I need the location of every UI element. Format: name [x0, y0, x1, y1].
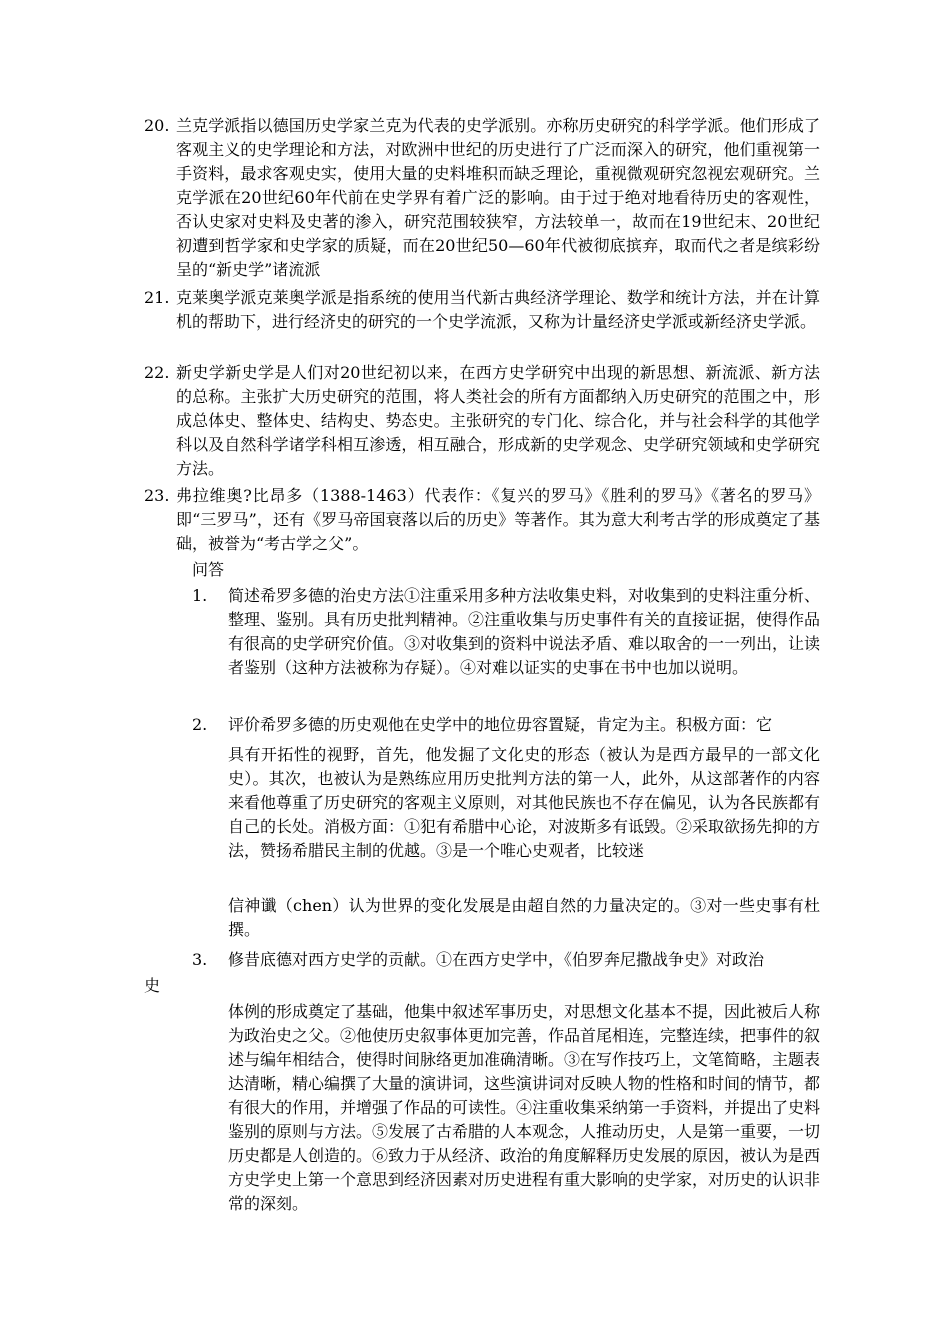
- qa-text-continued: 信神谶（chen）认为世界的变化发展是由超自然的力量决定的。③对一些史事有杜撰。: [228, 896, 820, 939]
- qa-number: 1.: [192, 586, 208, 605]
- qa-number: 3.: [192, 950, 208, 969]
- qa-item-2: [192, 713, 820, 737]
- item-number: 22.: [144, 363, 170, 382]
- qa-text: 修昔底德对西方史学的贡献。①在西方史学中，《伯罗奔尼撒战争史》对政治: [228, 950, 765, 969]
- item-text: 新史学新史学是人们对20世纪初以来，在西方史学研究中出现的新思想、新流派、新方法的总称。主张扩大历史研究的范围，将人类社会的所有方面都纳入历史研究的范围之中，形成总体史、整体史、结构史、势态史。主张研究的专门化、综合化，并与社会科学的其他学科以及自然科学诸学科相互渗透，相互融合，形成新的史学观念、史学研究领域和史学研究方法。: [176, 363, 820, 478]
- qa-text: 评价希罗多德的历史观他在史学中的地位毋容置疑，肯定为主。积极方面：它: [228, 715, 773, 734]
- item-text: 克莱奥学派克莱奥学派是指系统的使用当代新古典经济学理论、数学和统计方法，并在计算机的帮助下，进行经济史的研究的一个史学流派，又称为计量经济史学派或新经济史学派。: [176, 288, 820, 331]
- item-number: 21.: [144, 288, 170, 307]
- qa-text-continued: 具有开拓性的视野，首先，他发掘了文化史的形态（被认为是西方最早的一部文化史）。其次，也被认为是熟练应用历史批判方法的第一人，此外，从这部著作的内容来看他尊重了历史研究的客观主义原则，对其他民族也不存在偏见，认为各民族都有自己的长处。消极方面：①犯有希腊中心论，对波斯多有诋毁。②采取欲扬先抑的方法，赞扬希腊民主制的优越。③是一个唯心史观者，比较迷: [228, 745, 821, 860]
- qa-text-continued: 体例的形成奠定了基础，他集中叙述军事历史，对思想文化基本不提，因此被后人称为政治史之父。②他使历史叙事体更加完善，作品首尾相连，完整连续，把事件的叙述与编年相结合，使得时间脉络更加准确清晰。③在写作技巧上，文笔简略，主题表达清晰，精心编撰了大量的演讲词，这些演讲词对反映人物的性格和时间的情节，都有很大的作用，并增强了作品的可读性。④注重收集采纳第一手资料，并提出了史料鉴别的原则与方法。⑤发展了古希腊的人本观念，人推动历史，人是第一重要，一切历史都是人创造的。⑥致力于从经济、政治的角度解释历史发展的原因，被认为是西方史学史上第一个意思到经济因素对历史进程有重大影响的史学家，对历史的认识非常的深刻。: [228, 1002, 821, 1213]
- list-item-22: [144, 361, 820, 481]
- qa-item-3: [192, 948, 820, 972]
- qa-text-wrap: 史: [144, 976, 161, 995]
- list-item-21: [144, 286, 820, 334]
- item-number: 20.: [144, 116, 170, 135]
- item-text: 弗拉维奥?比昂多（1388-1463）代表作：《复兴的罗马》《胜利的罗马》《著名的罗马》即“三罗马”，还有《罗马帝国衰落以后的历史》等著作。其为意大利考古学的形成奠定了基础，被誉为“考古学之父”。: [176, 486, 820, 553]
- section-heading: 问答: [192, 560, 225, 579]
- list-item-20: [144, 114, 820, 282]
- qa-item-1: [192, 584, 820, 680]
- list-item-23: [144, 484, 820, 556]
- item-number: 23.: [144, 486, 170, 505]
- item-text: 兰克学派指以德国历史学家兰克为代表的史学派别。亦称历史研究的科学学派。他们形成了客观主义的史学理论和方法，对欧洲中世纪的历史进行了广泛而深入的研究，他们重视第一手资料，最求客观史实，使用大量的史料堆积而缺乏理论，重视微观研究忽视宏观研究。兰克学派在20世纪60年代前在史学界有着广泛的影响。由于过于绝对地看待历史的客观性，否认史家对史料及史著的渗入，研究范围较狭窄，方法较单一，故而在19世纪末、20世纪初遭到哲学家和史学家的质疑，而在20世纪50—60年代被彻底摈弃，取而代之者是缤彩纷呈的“新史学”诸流派: [176, 116, 820, 279]
- qa-number: 2.: [192, 715, 208, 734]
- qa-text: 简述希罗多德的治史方法①注重采用多种方法收集史料，对收集到的史料注重分析、整理、鉴别。具有历史批判精神。②注重收集与历史事件有关的直接证据，使得作品有很高的史学研究价值。③对收集到的资料中说法矛盾、难以取舍的一一列出，让读者鉴别（这种方法被称为存疑）。④对难以证实的史事在书中也加以说明。: [228, 586, 821, 677]
